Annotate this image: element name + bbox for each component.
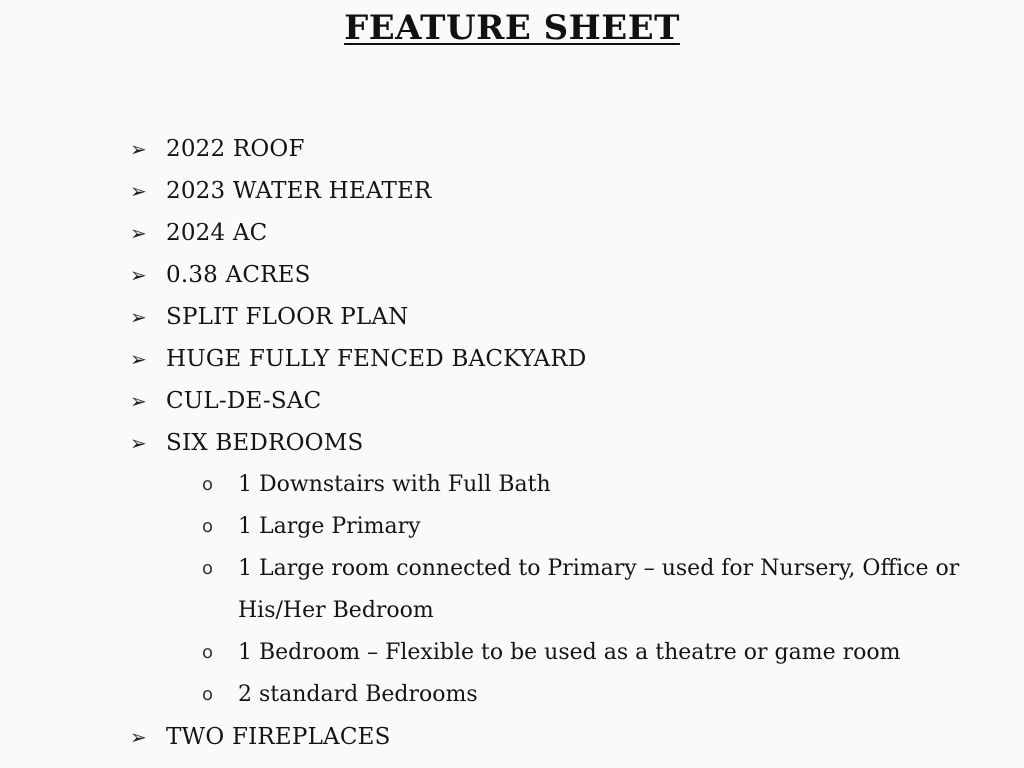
feature-text: TWO FIREPLACES	[166, 724, 391, 750]
feature-item	[0, 422, 1024, 464]
feature-text: 0.38 ACRES	[166, 262, 311, 288]
feature-text: SIX BEDROOMS	[166, 430, 364, 456]
arrow-bullet-icon: ➢	[130, 179, 147, 203]
sublist-item	[0, 506, 1024, 548]
arrow-bullet-icon: ➢	[130, 389, 147, 413]
page-title-text: FEATURE SHEET	[344, 8, 680, 48]
feature-item	[0, 338, 1024, 380]
arrow-bullet-icon: ➢	[130, 137, 147, 161]
arrow-bullet-icon: ➢	[130, 725, 147, 749]
circle-bullet-icon: o	[202, 558, 214, 579]
feature-text: 2024 AC	[166, 220, 268, 246]
arrow-bullet-icon: ➢	[130, 263, 147, 287]
arrow-bullet-icon: ➢	[130, 221, 147, 245]
circle-bullet-icon: o	[202, 474, 214, 495]
feature-list	[0, 128, 1024, 758]
arrow-bullet-icon: ➢	[130, 431, 147, 455]
feature-text: SPLIT FLOOR PLAN	[166, 304, 409, 330]
sublist-text: 1 Large Primary	[238, 514, 421, 539]
feature-item	[0, 380, 1024, 422]
bedroom-sublist-container	[0, 464, 1024, 716]
circle-bullet-icon: o	[202, 642, 214, 663]
feature-item	[0, 296, 1024, 338]
page-title	[0, 8, 1024, 48]
feature-item	[0, 170, 1024, 212]
sublist-item	[0, 674, 1024, 716]
bedroom-sublist	[0, 464, 1024, 716]
circle-bullet-icon: o	[202, 516, 214, 537]
feature-text: CUL-DE-SAC	[166, 388, 322, 414]
sublist-item	[0, 548, 1024, 632]
sublist-text: 1 Large room connected to Primary – used for Nursery, Office or His/Her Bedroom	[238, 556, 960, 623]
feature-text: HUGE FULLY FENCED BACKYARD	[166, 346, 587, 372]
sublist-item	[0, 632, 1024, 674]
sublist-text: 1 Downstairs with Full Bath	[238, 472, 551, 497]
feature-text: 2023 WATER HEATER	[166, 178, 432, 204]
feature-text: 2022 ROOF	[166, 136, 305, 162]
circle-bullet-icon: o	[202, 684, 214, 705]
sublist-item	[0, 464, 1024, 506]
sublist-text: 2 standard Bedrooms	[238, 682, 478, 707]
arrow-bullet-icon: ➢	[130, 347, 147, 371]
feature-item	[0, 128, 1024, 170]
feature-item	[0, 254, 1024, 296]
arrow-bullet-icon: ➢	[130, 305, 147, 329]
feature-item	[0, 716, 1024, 758]
sublist-text: 1 Bedroom – Flexible to be used as a theatre or game room	[238, 640, 901, 665]
feature-item	[0, 212, 1024, 254]
